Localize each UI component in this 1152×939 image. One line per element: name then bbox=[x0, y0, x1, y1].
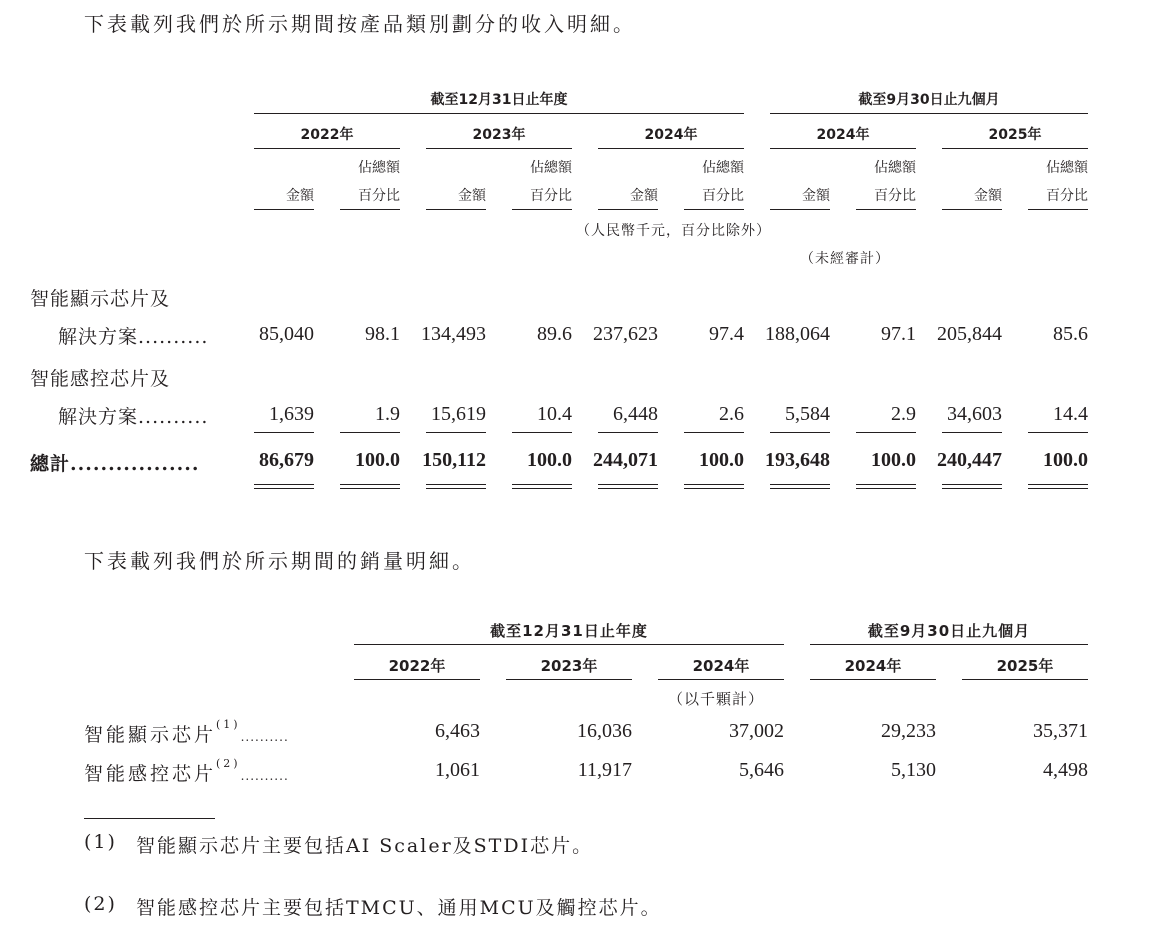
divider bbox=[254, 209, 314, 210]
row-label: 智能顯示芯片及 bbox=[30, 288, 171, 310]
col-header-pct: 佔總額 bbox=[702, 160, 744, 176]
unaudited-note: （未經審計） bbox=[800, 251, 890, 267]
year-header: 2024年 bbox=[816, 127, 870, 143]
divider bbox=[962, 679, 1088, 680]
footnote-mark: (1) bbox=[84, 831, 117, 853]
table-cell: 97.1 bbox=[881, 323, 916, 345]
table-cell: 1,061 bbox=[435, 759, 480, 781]
total-cell: 240,447 bbox=[937, 449, 1002, 471]
total-cell: 150,112 bbox=[422, 449, 486, 471]
divider bbox=[598, 432, 658, 433]
year-header: 2024年 bbox=[644, 127, 698, 143]
divider bbox=[810, 644, 1088, 645]
col-header-amount: 金額 bbox=[630, 188, 658, 204]
total-cell: 100.0 bbox=[527, 449, 572, 471]
footnote-text: 智能顯示芯片主要包括AI Scaler及STDI芯片。 bbox=[136, 835, 594, 857]
divider bbox=[254, 432, 314, 433]
divider bbox=[942, 209, 1002, 210]
row-label-text: 智能顯示芯片 bbox=[84, 724, 217, 746]
double-divider bbox=[770, 484, 830, 489]
table-cell: 14.4 bbox=[1053, 403, 1088, 425]
year-header: 2025年 bbox=[988, 127, 1042, 143]
total-cell: 244,071 bbox=[593, 449, 658, 471]
double-divider bbox=[254, 484, 314, 489]
group-header-nine-month: 截至9月30日止九個月 bbox=[858, 92, 1000, 108]
divider bbox=[354, 644, 784, 645]
divider bbox=[254, 113, 744, 114]
total-label: 總計................. bbox=[30, 453, 200, 475]
divider bbox=[810, 679, 936, 680]
table-cell: 188,064 bbox=[765, 323, 830, 345]
total-cell: 86,679 bbox=[259, 449, 314, 471]
col-header-pct: 佔總額 bbox=[358, 160, 400, 176]
table-cell: 10.4 bbox=[537, 403, 572, 425]
year-header: 2022年 bbox=[388, 657, 446, 675]
divider bbox=[658, 679, 784, 680]
table-cell: 1.9 bbox=[375, 403, 400, 425]
row-label: 智能感控芯片及 bbox=[30, 368, 171, 390]
leader-dots: .......... bbox=[240, 769, 289, 783]
table-cell: 34,603 bbox=[947, 403, 1002, 425]
table-cell: 85.6 bbox=[1053, 323, 1088, 345]
table-cell: 5,130 bbox=[891, 759, 936, 781]
table-cell: 6,448 bbox=[613, 403, 658, 425]
divider bbox=[354, 679, 480, 680]
divider bbox=[942, 432, 1002, 433]
row-label bbox=[84, 720, 289, 747]
divider bbox=[512, 432, 572, 433]
col-header-pct: 百分比 bbox=[702, 188, 744, 204]
row-label-text: 智能感控芯片 bbox=[84, 763, 217, 785]
table-cell: 85,040 bbox=[259, 323, 314, 345]
group-header-full-year: 截至12月31日止年度 bbox=[430, 92, 568, 108]
table-cell: 5,584 bbox=[785, 403, 830, 425]
year-header: 2024年 bbox=[692, 657, 750, 675]
double-divider bbox=[598, 484, 658, 489]
divider bbox=[856, 432, 916, 433]
unit-note: （人民幣千元，百分比除外） bbox=[576, 223, 771, 239]
divider bbox=[1028, 432, 1088, 433]
table-cell: 15,619 bbox=[431, 403, 486, 425]
table-cell: 6,463 bbox=[435, 720, 480, 742]
divider bbox=[598, 209, 658, 210]
col-header-pct: 百分比 bbox=[874, 188, 916, 204]
table-cell: 5,646 bbox=[739, 759, 784, 781]
divider bbox=[684, 209, 744, 210]
divider bbox=[426, 209, 486, 210]
col-header-amount: 金額 bbox=[458, 188, 486, 204]
col-header-pct: 百分比 bbox=[1046, 188, 1088, 204]
divider bbox=[340, 432, 400, 433]
table-cell: 16,036 bbox=[577, 720, 632, 742]
col-header-amount: 金額 bbox=[286, 188, 314, 204]
intro-volume-text: 下表載列我們於所示期間的銷量明細。 bbox=[84, 549, 475, 573]
double-divider bbox=[684, 484, 744, 489]
table-cell: 2.9 bbox=[891, 403, 916, 425]
divider bbox=[506, 679, 632, 680]
year-header: 2022年 bbox=[300, 127, 354, 143]
divider bbox=[770, 209, 830, 210]
footnote-mark: (2) bbox=[84, 893, 117, 915]
leader-dots: .......... bbox=[240, 730, 289, 744]
year-header: 2023年 bbox=[472, 127, 526, 143]
table-cell: 97.4 bbox=[709, 323, 744, 345]
total-cell: 100.0 bbox=[871, 449, 916, 471]
col-header-pct: 百分比 bbox=[358, 188, 400, 204]
double-divider bbox=[942, 484, 1002, 489]
group-header-full-year: 截至12月31日止年度 bbox=[490, 622, 648, 640]
divider bbox=[598, 148, 744, 149]
year-header: 2025年 bbox=[996, 657, 1054, 675]
col-header-pct: 佔總額 bbox=[530, 160, 572, 176]
col-header-pct: 佔總額 bbox=[874, 160, 916, 176]
table-cell: 29,233 bbox=[881, 720, 936, 742]
total-cell: 193,648 bbox=[765, 449, 830, 471]
divider bbox=[770, 113, 1088, 114]
double-divider bbox=[340, 484, 400, 489]
table-cell: 98.1 bbox=[365, 323, 400, 345]
table-cell: 35,371 bbox=[1033, 720, 1088, 742]
row-label bbox=[84, 759, 289, 786]
divider bbox=[1028, 209, 1088, 210]
table-cell: 2.6 bbox=[719, 403, 744, 425]
total-cell: 100.0 bbox=[355, 449, 400, 471]
divider bbox=[254, 148, 400, 149]
col-header-pct: 佔總額 bbox=[1046, 160, 1088, 176]
total-cell: 100.0 bbox=[699, 449, 744, 471]
table-cell: 37,002 bbox=[729, 720, 784, 742]
row-label: 解決方案.......... bbox=[58, 406, 209, 428]
divider bbox=[684, 432, 744, 433]
col-header-pct: 百分比 bbox=[530, 188, 572, 204]
total-cell: 100.0 bbox=[1043, 449, 1088, 471]
unit-note: （以千顆計） bbox=[668, 690, 765, 708]
year-header: 2024年 bbox=[844, 657, 902, 675]
divider bbox=[426, 432, 486, 433]
double-divider bbox=[512, 484, 572, 489]
table-cell: 4,498 bbox=[1043, 759, 1088, 781]
group-header-nine-month: 截至9月30日止九個月 bbox=[867, 622, 1031, 640]
divider bbox=[856, 209, 916, 210]
divider bbox=[770, 148, 916, 149]
divider bbox=[512, 209, 572, 210]
table-cell: 237,623 bbox=[593, 323, 658, 345]
divider bbox=[340, 209, 400, 210]
table-cell: 1,639 bbox=[269, 403, 314, 425]
table-cell: 134,493 bbox=[421, 323, 486, 345]
table-cell: 89.6 bbox=[537, 323, 572, 345]
divider bbox=[942, 148, 1088, 149]
double-divider bbox=[426, 484, 486, 489]
double-divider bbox=[856, 484, 916, 489]
divider bbox=[426, 148, 572, 149]
footnote-text: 智能感控芯片主要包括TMCU、通用MCU及觸控芯片。 bbox=[136, 897, 662, 919]
divider bbox=[770, 432, 830, 433]
year-header: 2023年 bbox=[540, 657, 598, 675]
col-header-amount: 金額 bbox=[802, 188, 830, 204]
table-cell: 11,917 bbox=[577, 759, 632, 781]
footnote-ref: (1) bbox=[216, 718, 241, 731]
row-label: 解決方案.......... bbox=[58, 326, 209, 348]
col-header-amount: 金額 bbox=[974, 188, 1002, 204]
intro-revenue-text: 下表載列我們於所示期間按產品類別劃分的收入明細。 bbox=[84, 12, 636, 36]
footnote-ref: (2) bbox=[216, 757, 241, 770]
footnote-separator bbox=[84, 818, 215, 819]
table-cell: 205,844 bbox=[937, 323, 1002, 345]
double-divider bbox=[1028, 484, 1088, 489]
